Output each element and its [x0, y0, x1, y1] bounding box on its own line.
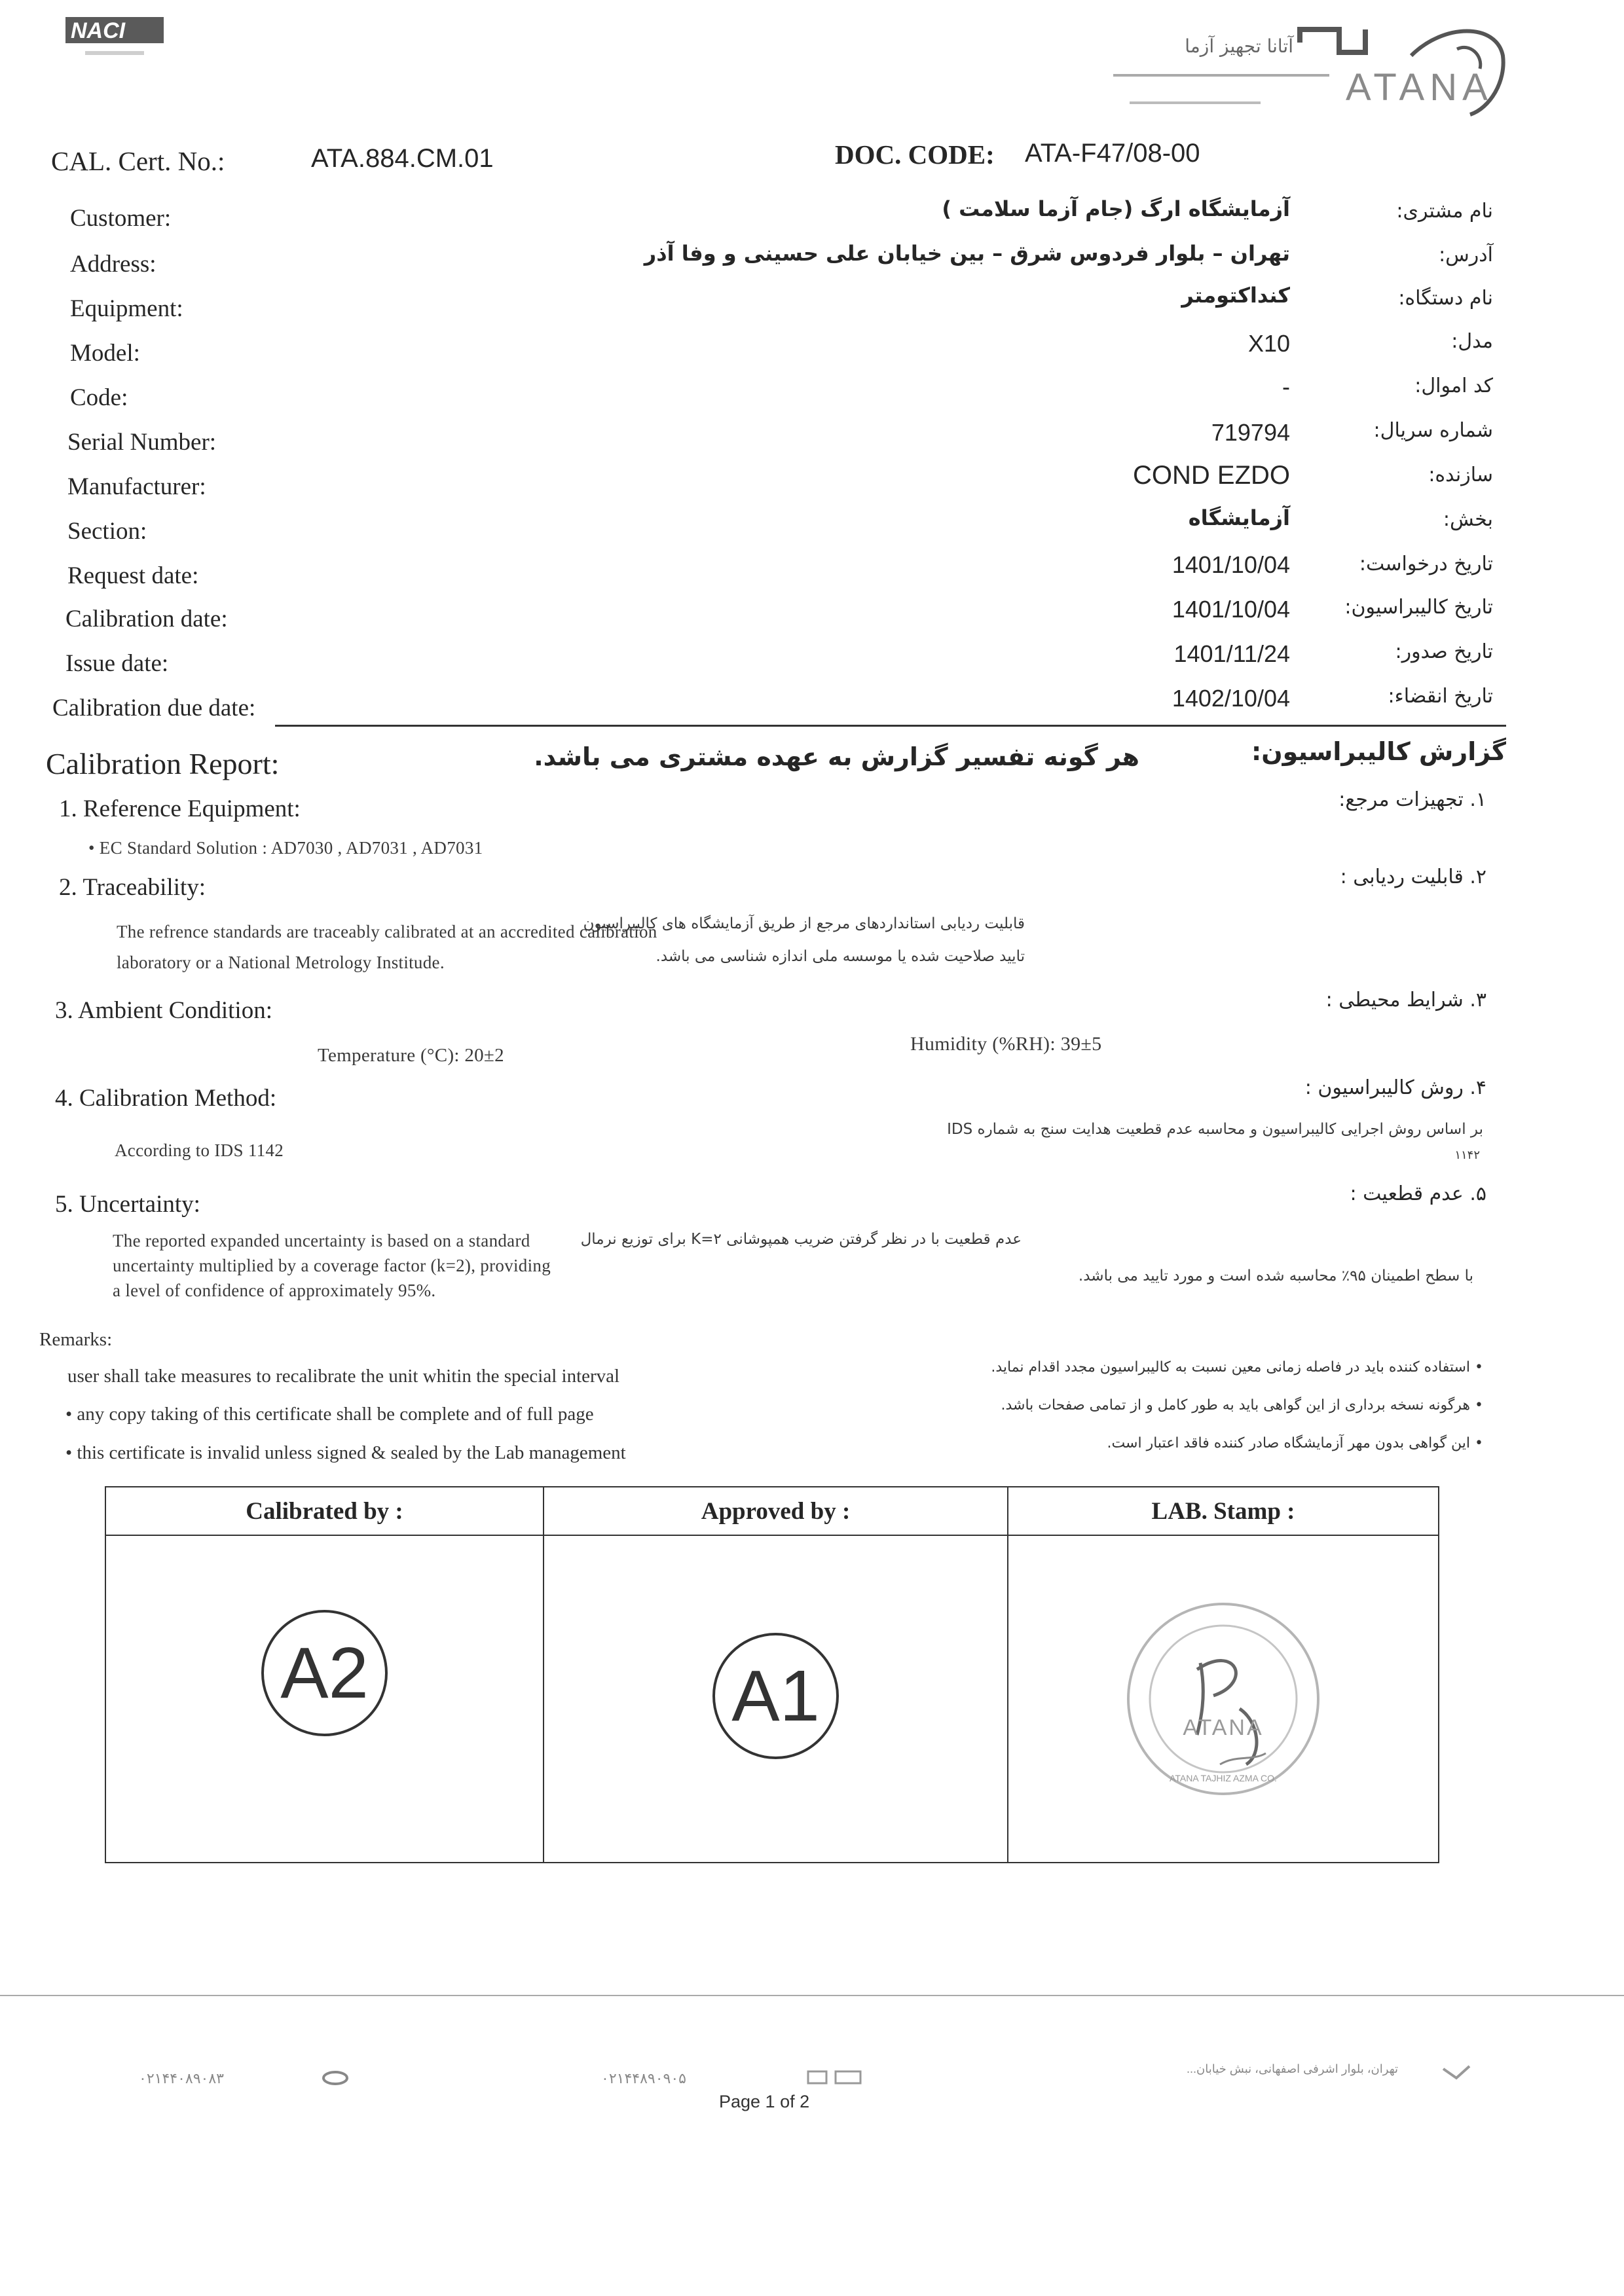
code-value: -	[1282, 373, 1290, 400]
request-date-label-fa: تاریخ درخواست:	[1359, 553, 1493, 575]
issue-date-label-fa: تاریخ صدور:	[1395, 640, 1493, 663]
request-date-label: Request date:	[67, 562, 199, 589]
address-label-fa: آدرس:	[1439, 244, 1493, 266]
traceability-heading-fa: ۲. قابلیت ردیابی :	[1340, 866, 1486, 888]
section-label-fa: بخش:	[1443, 508, 1493, 531]
customer-label-fa: نام مشتری:	[1396, 200, 1493, 223]
ambient-temperature: Temperature (°C): 20±2	[318, 1045, 504, 1066]
due-date-label: Calibration due date:	[52, 695, 256, 721]
due-date-value: 1402/10/04	[1172, 685, 1290, 712]
uncertainty-heading-fa: ۵. عدم قطعیت :	[1350, 1182, 1486, 1205]
remark-en-2: • any copy taking of this certificate shall be complete and of full page	[65, 1404, 594, 1425]
code-label: Code:	[70, 384, 128, 411]
traceability-text-fa-line-2: تایید صلاحیت شده یا موسسه ملی اندازه شناسی می باشد.	[655, 948, 1025, 965]
calibrated-by-initial: A2	[261, 1610, 388, 1736]
traceability-text-line-2: laboratory or a National Metrology Institude.	[117, 953, 445, 972]
traceability-text-fa-line-1: قابلیت ردیابی استانداردهای مرجع از طریق آزمایشگاه های کالیبراسیون	[583, 915, 1025, 932]
equipment-value: کنداکتومتر	[1181, 283, 1290, 308]
equipment-label-fa: نام دستگاه:	[1398, 287, 1493, 310]
remark-en-3: • this certificate is invalid unless signed & sealed by the Lab management	[65, 1442, 626, 1463]
atana-logo	[1103, 16, 1522, 124]
serial-label-fa: شماره سریال:	[1373, 419, 1493, 442]
reference-equipment-heading: 1. Reference Equipment:	[59, 795, 301, 822]
issue-date-label: Issue date:	[65, 650, 169, 677]
footer-fax-text: ۰۲۱۴۴۰۸۹۰۸۳	[139, 2070, 224, 2086]
atana-logo-text: ATANA	[1346, 66, 1493, 109]
phone-icon	[805, 2068, 864, 2090]
method-heading-fa: ۴. روش کالیبراسیون :	[1304, 1076, 1486, 1099]
model-value: X10	[1247, 330, 1290, 357]
footer-fax	[139, 2070, 224, 2087]
calibration-date-label-fa: تاریخ کالیبراسیون:	[1344, 596, 1493, 619]
calibrated-by-label: Calibrated by :	[105, 1487, 544, 1535]
approved-by-initial: A1	[712, 1633, 839, 1759]
atana-logo-graphic	[1103, 16, 1522, 124]
section-label: Section:	[67, 518, 147, 545]
doc-code-label: DOC. CODE:	[835, 139, 995, 170]
footer-address: تهران، بلوار اشرفی اصفهانی، نبش خیابان...	[1187, 2062, 1398, 2075]
traceability-text-line-1: The refrence standards are traceably calibrated at an accredited calibration	[117, 922, 657, 941]
doc-code-value: ATA-F47/08-00	[1025, 139, 1200, 168]
uncertainty-text-fa-line-1: عدم قطعیت با در نظر گرفتن ضریب همپوشانی K=۲ برای توزیع نرمال	[580, 1231, 1022, 1248]
traceability-heading: 2. Traceability:	[59, 874, 206, 901]
ambient-heading-fa: ۳. شرایط محیطی :	[1325, 989, 1486, 1011]
calibrated-by-cell	[105, 1535, 544, 1863]
uncertainty-heading: 5. Uncertainty:	[55, 1191, 200, 1218]
serial-value: 719794	[1211, 419, 1290, 446]
method-heading: 4. Calibration Method:	[55, 1085, 277, 1112]
model-label-fa: مدل:	[1451, 330, 1493, 353]
footer-phone-text: ۰۲۱۴۴۸۹۰۹۰۵	[601, 2070, 686, 2086]
stamp-text-top: ATANA	[1183, 1715, 1264, 1740]
naci-logo-text: NACI	[71, 18, 126, 43]
serial-label: Serial Number:	[67, 429, 217, 456]
address-value: تهران – بلوار فردوس شرق – بین خیابان علی حسینی و وفا آذر	[644, 241, 1290, 266]
model-label: Model:	[70, 340, 140, 367]
uncertainty-text-fa-line-2: با سطح اطمینان ۹۵٪ محاسبه شده است و مورد تایید می باشد.	[1078, 1267, 1473, 1285]
customer-value: آزمایشگاه ارگ (جام آزما سلامت )	[942, 196, 1290, 221]
cert-value: ATA.884.CM.01	[311, 144, 494, 173]
remark-fa-1: • استفاده کننده باید در فاصله زمانی معین نسبت به کالیبراسیون مجدد اقدام نماید.	[991, 1359, 1483, 1376]
address-label: Address:	[70, 251, 157, 278]
atana-logo-fa: آتانا تجهیز آزما	[1185, 35, 1293, 57]
footer-divider	[0, 1995, 1624, 1996]
report-note: هر گونه تفسیر گزارش به عهده مشتری می باشد.	[534, 742, 1139, 771]
customer-label: Customer:	[70, 205, 172, 232]
report-title: Calibration Report:	[46, 747, 280, 780]
naci-logo	[65, 13, 170, 69]
request-date-value: 1401/10/04	[1172, 551, 1290, 578]
lab-stamp	[1122, 1597, 1325, 1800]
naci-logo-graphic	[65, 13, 170, 65]
method-text-fa-line-2: ۱۱۴۲	[1454, 1148, 1480, 1162]
cert-label: CAL. Cert. No.:	[51, 146, 225, 176]
method-text-fa-line-1: بر اساس روش اجرایی کالیبراسیون و محاسبه عدم قطعیت هدایت سنج به شماره IDS	[947, 1121, 1483, 1138]
manufacturer-label-fa: سازنده:	[1428, 464, 1493, 486]
code-label-fa: کد اموال:	[1414, 374, 1493, 397]
stamp-text-bottom: ATANA TAJHIZ AZMA CO.	[1170, 1773, 1277, 1783]
reference-equipment-heading-fa: ۱. تجهیزات مرجع:	[1338, 788, 1486, 811]
reference-equipment-list: • EC Standard Solution : AD7030 , AD7031 , AD7031	[88, 838, 483, 858]
issue-date-value: 1401/11/24	[1173, 640, 1290, 667]
stamp-seal-graphic	[1122, 1597, 1325, 1800]
header-divider	[275, 725, 1506, 727]
approved-by-label: Approved by :	[544, 1487, 1008, 1535]
equipment-label: Equipment:	[70, 295, 183, 322]
section-value: آزمایشگاه	[1188, 505, 1290, 530]
signature-table	[105, 1486, 1439, 1863]
location-icon	[1441, 2062, 1472, 2084]
uncertainty-text-line-1: The reported expanded uncertainty is based on a standard	[113, 1231, 530, 1250]
fax-icon	[321, 2070, 350, 2089]
remark-fa-3: • این گواهی بدون مهر آزمایشگاه صادر کننده فاقد اعتبار است.	[1107, 1435, 1483, 1451]
uncertainty-text-line-3: a level of confidence of approximately 95%.	[113, 1281, 436, 1300]
remarks-heading: Remarks:	[39, 1329, 113, 1350]
ambient-heading: 3. Ambient Condition:	[55, 997, 272, 1024]
ambient-humidity: Humidity (%RH): 39±5	[910, 1033, 1102, 1055]
calibration-date-label: Calibration date:	[65, 606, 228, 632]
footer-phone	[601, 2070, 686, 2087]
calibration-date-value: 1401/10/04	[1172, 596, 1290, 623]
uncertainty-text-line-2: uncertainty multiplied by a coverage factor (k=2), providing	[113, 1256, 551, 1275]
remark-en-1: user shall take measures to recalibrate the unit whitin the special interval	[67, 1366, 620, 1387]
due-date-label-fa: تاریخ انقضاء:	[1388, 685, 1493, 708]
lab-stamp-label: LAB. Stamp :	[1008, 1487, 1439, 1535]
remark-fa-2: • هرگونه نسخه برداری از این گواهی باید به طور کامل و از تمامی صفحات باشد.	[1001, 1397, 1483, 1413]
lab-stamp-cell	[1008, 1535, 1439, 1863]
method-text: According to IDS 1142	[115, 1140, 284, 1160]
page-number: Page 1 of 2	[719, 2092, 810, 2111]
manufacturer-value: COND EZDO	[1133, 461, 1290, 490]
approved-by-cell	[544, 1535, 1008, 1863]
manufacturer-label: Manufacturer:	[67, 473, 206, 500]
report-title-fa: گزارش کالیبراسیون:	[1251, 737, 1506, 766]
